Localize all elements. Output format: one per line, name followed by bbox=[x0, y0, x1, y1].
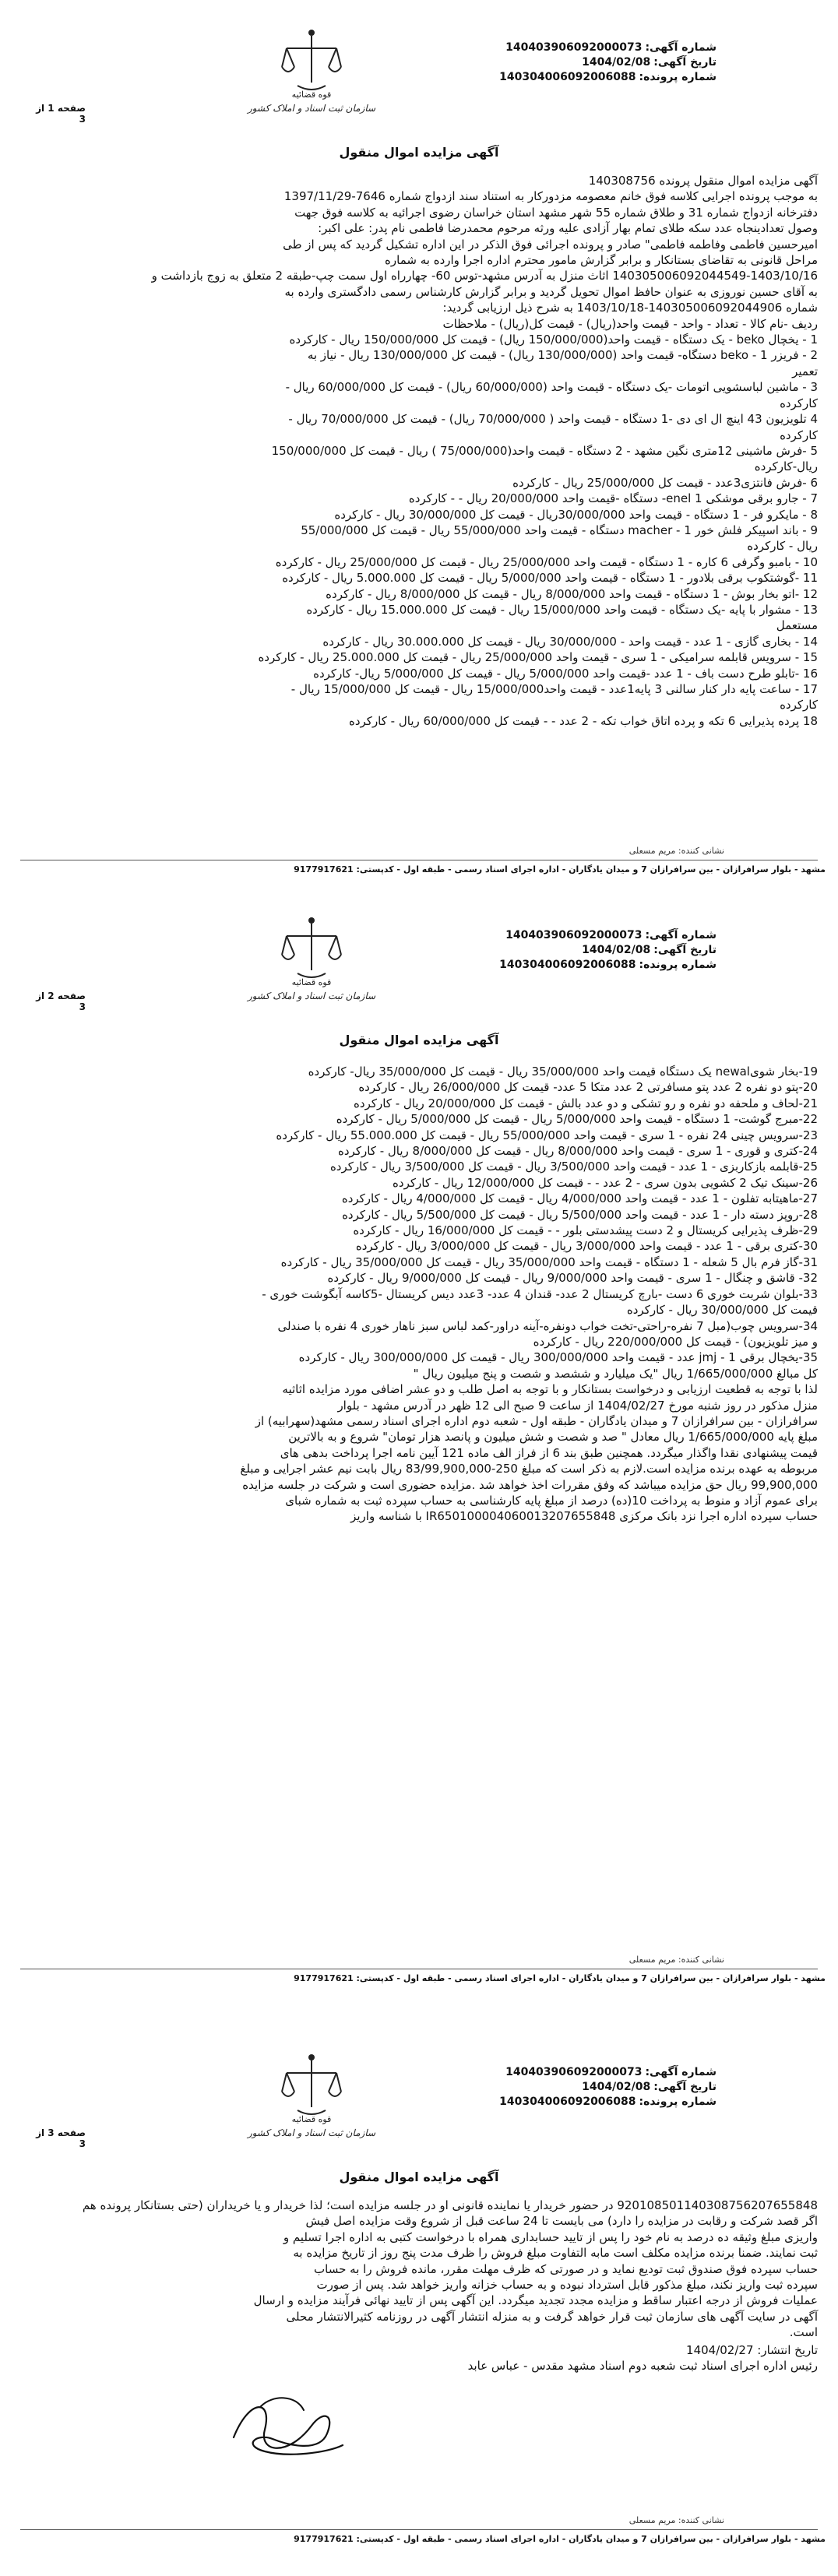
text-line: 33-بلوان شربت خوری 6 دست -بارچ کریستال 2 عدد- قندان 4 عدد- 3عدد دیس کریستال -5کاسه آبگوشت خوری - bbox=[262, 1286, 818, 1301]
notice-date-label: تاریخ آگهی: bbox=[653, 56, 717, 69]
footer-address: مشهد - بلوار سرافرازان - بین سرافرازان 7 و میدان یادگاران - اداره اجرای اسناد رسمی - طبقه اول - کدپستی: 9177917621 bbox=[294, 864, 826, 875]
signatory-line: رئیس اداره اجرای اسناد ثبت شعبه دوم اسناد مشهد مقدس - عباس عابد bbox=[467, 2359, 818, 2374]
notice-body bbox=[20, 173, 818, 729]
document-page-3 bbox=[0, 2025, 838, 2576]
page-title: آگهی مزایده اموال منقول bbox=[339, 2170, 499, 2184]
text-line: 28-روپز دسته دار - 1 عدد - قیمت واحد 5/500/000 ریال - قیمت کل 5/500/000 ریال - کارکرده bbox=[342, 1207, 818, 1222]
page-header bbox=[0, 896, 838, 1012]
text-line: 30-کتری برقی - 1 عدد - قیمت واحد 3/000/000 ریال - قیمت کل 3/000/000 ریال - کارکرده bbox=[355, 1239, 818, 1254]
text-line: 29-ظرف پذیرایی کریستال و 2 دست پیشدستی بلور - - قیمت کل 16/000/000 ریال - کارکرده bbox=[353, 1223, 818, 1238]
text-line: به موجب پرونده اجرایی کلاسه فوق خانم معصومه مزدورکار به استناد سند ازدواج شماره 7646-1397/11/29 bbox=[283, 189, 818, 204]
notice-meta bbox=[405, 40, 717, 85]
text-line: 22-مبرج گوشت- 1 دستگاه - قیمت واحد 5/000/000 ریال - قیمت کل 5/000/000 ریال - کارکرده bbox=[336, 1112, 818, 1127]
text-line: 99,900,000 ریال حق مزایده میباشد که وفق مقررات اخذ خواهد شد .مزایده حضوری است و شرکت در جلسه مزایده bbox=[242, 1477, 818, 1492]
text-line: 2 - فریزر 1 - beko دستگاه- قیمت واحد (130/000/000 ریال) - قیمت کل 130/000/000 ریال - نیاز به bbox=[307, 348, 818, 363]
notice-number-label: شماره آگهی: bbox=[645, 2066, 717, 2078]
text-line: 5 -فرش ماشینی 12متری نگین مشهد - 2 دستگاه - قیمت واحد(75/000/000 ) ریال - قیمت کل 150/000/000 bbox=[271, 443, 818, 458]
text-line: کارکرده bbox=[780, 396, 818, 410]
org-subtitle: سازمان ثبت اسناد و املاک کشور bbox=[247, 991, 376, 1001]
text-line: 25-قابلمه بازکاربزی - 1 عدد - قیمت واحد 3/500/000 ریال - قیمت کل 3/500/000 ریال - کارکرده bbox=[329, 1160, 818, 1174]
text-line: عملیات فروش از درجه اعتبار ساقط و مزایده مجدد تجدید میگردد. این آگهی پس از تایید نهائی فرآیند مزایده و ارسال bbox=[253, 2293, 818, 2308]
text-line: ردیف -نام کالا - تعداد - واحد - قیمت واحد(ریال) - قیمت کل(ریال) - ملاحظات bbox=[442, 316, 818, 331]
text-line: اگر قصد شرکت و رقابت در مزایده را دارد) می بایست تا 24 ساعت قبل از شروع وقت مزایده اصل فیش bbox=[305, 2214, 818, 2229]
text-line: قیمت پیشنهادی نقدا واگذار میگردد. همچنین طبق بند 6 از فراز الف ماده 121 آیین نامه اجرا پرداخت بدهی های bbox=[280, 1445, 818, 1460]
text-line: کل مبالغ 1/665/000/000 ریال "یک میلیارد و ششصد و شصت و پنج میلیون ریال " bbox=[413, 1366, 818, 1381]
org-subtitle: سازمان ثبت اسناد و املاک کشور bbox=[247, 103, 376, 114]
text-line: 8 - مایکرو فر - 1 دستگاه - قیمت واحد 30/000/000ریال - قیمت کل 30/000/000 ریال - کارکرده bbox=[334, 507, 818, 522]
text-line: 26-سینک تیک 2 کشویی بدون سری - 2 عدد - - قیمت کل 12/000/000 ریال - کارکرده bbox=[393, 1175, 818, 1190]
text-line: 34-سرویس چوب(مبل 7 نفره-راحتی-تخت خواب دونفره-آینه دراور-کمد لباس سبز ناهار خوری 4 نفره با صندلی bbox=[277, 1318, 818, 1333]
notice-number-label: شماره آگهی: bbox=[645, 41, 717, 54]
text-line: مربوطه به عهده برنده مزایده است.لازم به ذکر است که مبلغ 250-83/99,900,000 ریال بابت نیم عشر اجرایی و مبلغ bbox=[240, 1462, 818, 1476]
text-line: 9 - باند اسپیکر فلش خور 1 - macher دستگاه - قیمت واحد 55/000/000 ریال - قیمت کل 55/000/000 bbox=[301, 523, 818, 537]
file-number: 140304006092006088 bbox=[499, 71, 636, 83]
notice-date: 1404/02/08 bbox=[582, 944, 651, 956]
text-line: 31-گاز فرم بال 5 شعله - 1 دستگاه - قیمت واحد 35/000/000 ریال - قیمت کل 35/000/000 ریال - کارکرده bbox=[280, 1255, 818, 1269]
text-line: آگهی در سایت آگهی های سازمان ثبت قرار خواهد گرفت و به منزله انتشار آگهی در روزنامه کثیرالانتشار محلی bbox=[286, 2309, 818, 2324]
judiciary-emblem-icon bbox=[265, 910, 358, 1003]
text-line: 13 - مشوار با پایه -یک دستگاه - قیمت واحد 15/000/000 ریال - قیمت کل 15.000.000 ریال - کارکرده bbox=[306, 602, 818, 617]
file-number: 140304006092006088 bbox=[499, 959, 636, 971]
text-line: سپرده ثبت واریز نکند، مبلغ مذکور قابل استرداد نبوده و به حساب خزانه واریز خواهد شد. پس از صورت bbox=[316, 2278, 818, 2293]
notice-number-label: شماره آگهی: bbox=[645, 929, 717, 941]
text-line: 3 - ماشین لباسشویی اتومات -یک دستگاه - قیمت واحد (60/000/000 ریال) - قیمت کل 60/000/000 ریال - bbox=[285, 380, 818, 395]
text-line: 27-ماهیتابه تفلون - 1 عدد - قیمت واحد 4/000/000 ریال - قیمت کل 4/000/000 ریال - کارکرده bbox=[341, 1191, 818, 1206]
notice-date-label: تاریخ آگهی: bbox=[653, 944, 717, 956]
notice-number: 140403906092000073 bbox=[505, 929, 643, 941]
page-title: آگهی مزایده اموال منقول bbox=[339, 145, 499, 160]
text-line: 12 -اتو بخار بوش - 1 دستگاه - قیمت واحد 8/000/000 ریال - قیمت کل 8/000/000 ریال - کارکرده bbox=[326, 586, 818, 601]
text-line: به آقای حسین نوروزی به عنوان حافظ اموال تحویل گردید و برابر گزارش کارشناس رسمی دادگستری وارده به bbox=[284, 284, 818, 299]
text-line: حساب سپرده اداره اجرا نزد بانک مرکزی IR650100004060013207655848 با شناسه واریز bbox=[350, 1509, 818, 1524]
text-line: برای عموم آزاد و منوط به پرداخت 10(ده) درصد از مبلغ پایه کارشناسی به حساب سپرده ثبت به شماره شبای bbox=[285, 1493, 818, 1508]
page-header bbox=[0, 2032, 838, 2149]
text-line: ریال - کارکرده bbox=[747, 539, 818, 554]
judiciary-emblem-icon bbox=[265, 22, 358, 115]
text-line: 6 -فرش فانتزی3عدد - قیمت کل 25/000/000 ریال - کارکرده bbox=[512, 475, 818, 490]
text-line: سرافرازان - بین سرافرازان 7 و میدان یادگاران - طبقه اول - شعبه دوم اداره اجرای اسناد رسمی مشهد(سهرابیه) از bbox=[255, 1413, 818, 1428]
signature-icon bbox=[218, 2383, 350, 2469]
text-line: ثبت نمایند. ضمنا برنده مزایده مکلف است مابه التفاوت مبلغ فروش را ظرف مدت پنج روز از تاریخ مزایده به bbox=[293, 2246, 818, 2261]
text-line: 7 - جارو برقی موشکی 1 enel- دستگاه -قیمت واحد 20/000/000 ریال - - کارکرده bbox=[408, 491, 818, 506]
text-line: لذا با توجه به قطعیت ارزیابی و درخواست بستانکار و با توجه به اصل طلب و دو عشر اضافی مورد مزایده اثاثیه bbox=[282, 1382, 818, 1397]
text-line: 21-لحاف و ملحفه دو نفره و رو تشکی و دو عدد بالش - قیمت کل 20/000/000 ریال - کارکرده bbox=[354, 1096, 818, 1110]
notice-meta bbox=[405, 2065, 717, 2110]
text-line: مراحل قانونی به تقاضای بستانکار و برابر گزارش مامور محترم اداره اجرا وارده به شماره bbox=[385, 253, 818, 268]
footer-divider bbox=[20, 2529, 818, 2530]
footer-label: نشانی کننده: مریم مسعلی bbox=[628, 2515, 724, 2525]
footer-address: مشهد - بلوار سرافرازان - بین سرافرازان 7 و میدان یادگاران - اداره اجرای اسناد رسمی - طبقه اول - کدپستی: 9177917621 bbox=[294, 2534, 826, 2544]
text-line: 19-بخار شویnewal یک دستگاه قیمت واحد 35/000/000 ریال - قیمت کل 35/000/000 ریال- کارکرده bbox=[308, 1065, 818, 1079]
footer-label: نشانی کننده: مریم مسعلی bbox=[628, 1955, 724, 1965]
org-name: قوه قضائیه bbox=[291, 90, 332, 100]
text-line: 16 -تابلو طرح دست باف - 1 عدد -قیمت واحد 5/000/000 ریال - قیمت کل 5/000/000 ریال- کارکرده bbox=[313, 666, 818, 681]
text-line: 920108501140308756207655848 در حضور خریدار یا نماینده قانونی او در جلسه مزایده است؛ لذا خریدار و یا خریداران (حتی بستانکار پرونده هم bbox=[82, 2198, 818, 2212]
text-line: است. bbox=[789, 2325, 818, 2340]
text-line: قیمت کل 30/000/000 ریال - کارکرده bbox=[626, 1303, 818, 1318]
file-number-label: شماره پرونده: bbox=[639, 959, 717, 971]
org-name: قوه قضائیه bbox=[291, 977, 332, 987]
text-line: وصول تعدادینجاه عدد سکه طلای تمام بهار آزادی علیه ورثه مرحوم محمدرضا فاطمی نام پدر: علی اکبر: bbox=[318, 221, 818, 236]
text-line: 10 - بامبو وگرفی 6 کاره - 1 دستگاه - قیمت واحد 25/000/000 ریال - قیمت کل 25/000/000 ریال - کارکرده bbox=[275, 554, 818, 569]
file-number-label: شماره پرونده: bbox=[639, 71, 717, 83]
text-line: واریزی مبلغ وثیقه ده درصد به نام خود را پس از تایید حسابداری همراه با درخواست کتبی به اداره اجرا تسلیم و bbox=[283, 2229, 818, 2244]
document-page-1 bbox=[0, 0, 838, 888]
judiciary-emblem-icon bbox=[265, 2046, 358, 2140]
page-number: صفحه 3 از 3 bbox=[36, 2127, 86, 2149]
notice-body bbox=[20, 1064, 818, 1525]
text-line: 23-سرویس چینی 24 نفره - 1 سری - قیمت واحد 55/000/000 ریال - قیمت کل 55.000.000 ریال - کارکرده bbox=[276, 1128, 818, 1142]
text-line: حساب سپرده فوق صندوق ثبت تودیع نماید و در صورتی که ظرف مهلت مقرر، مانده فروش را به حساب bbox=[314, 2261, 818, 2276]
text-line: منزل مذکور در روز شنبه مورخ 1404/02/27 از ساعت 9 صبح الی 12 ظهر در آدرس مشهد - بلوار bbox=[337, 1398, 818, 1413]
notice-date-label: تاریخ آگهی: bbox=[653, 2081, 717, 2093]
text-line: شماره 140305006092044906-1403/10/18 به شرح ذیل ارزیابی گردید: bbox=[442, 301, 818, 315]
notice-date: 1404/02/08 bbox=[582, 2081, 651, 2093]
text-line: تعمیر bbox=[792, 364, 818, 378]
org-name: قوه قضائیه bbox=[291, 2114, 332, 2124]
text-line: 32- قاشق و چنگال - 1 سری - قیمت واحد 9/000/000 ریال - قیمت کل 9/000/000 ریال - کارکرده bbox=[327, 1271, 818, 1286]
file-number-label: شماره پرونده: bbox=[639, 2096, 717, 2108]
page-title: آگهی مزایده اموال منقول bbox=[339, 1033, 499, 1047]
text-line: 24-کتری و قوری - 1 سری - قیمت واحد 8/000/000 ریال - قیمت کل 8/000/000 ریال - کارکرده bbox=[338, 1144, 818, 1159]
text-line: 140305006092044549-1403/10/16 اثاث منزل به آدرس مشهد-توس 60- چهارراه اول سمت چپ-طبقه 2 متعلق به زوج بازداشت و bbox=[151, 269, 818, 283]
footer-label: نشانی کننده: مریم مسعلی bbox=[628, 846, 724, 856]
notice-body bbox=[20, 2198, 818, 2374]
text-line: 1 - یخچال beko - یک دستگاه - قیمت واحد(150/000/000 ریال) - قیمت کل 150/000/000 ریال - کارکرده bbox=[289, 333, 818, 347]
text-line: ریال-کارکرده bbox=[754, 459, 818, 474]
text-line: 11 -گوشتکوب برقی بلادور - 1 دستگاه - قیمت واحد 5/000/000 ریال - قیمت کل 5.000.000 ریال - کارکرده bbox=[282, 571, 818, 586]
text-line: 18 پرده پذیرایی 6 تکه و پرده اتاق خواب تکه - 2 عدد - - قیمت کل 60/000/000 ریال - کارکرده bbox=[348, 713, 818, 728]
document-page-2 bbox=[0, 888, 838, 1983]
text-line: مبلغ پایه 1/665/000/000 ریال معادل " صد و شصت و شش میلیون و پانصد هزار تومان" شروع و به بالاترین bbox=[288, 1430, 818, 1445]
publish-date: تاریخ انتشار: 1404/02/27 bbox=[686, 2342, 818, 2357]
notice-meta bbox=[405, 928, 717, 973]
text-line: 20-پتو دو نفره 2 عدد پتو مسافرتی 2 عدد متکا 5 عدد- قیمت کل 26/000/000 ریال - کارکرده bbox=[358, 1080, 818, 1095]
text-line: 4 تلویزیون 43 اینچ ال ای دی -1 دستگاه - قیمت واحد ( 70/000/000 ریال) - قیمت کل 70/000/000 ریال - bbox=[288, 412, 818, 427]
notice-number: 140403906092000073 bbox=[505, 2066, 643, 2078]
notice-number: 140403906092000073 bbox=[505, 41, 643, 54]
text-line: 14 - بخاری گازی - 1 عدد - قیمت واحد - 30/000/000 ریال - قیمت کل 30.000.000 ریال - کارکرده bbox=[322, 634, 818, 649]
file-number: 140304006092006088 bbox=[499, 2096, 636, 2108]
text-line: مستعمل bbox=[776, 618, 818, 633]
footer-address: مشهد - بلوار سرافرازان - بین سرافرازان 7 و میدان یادگاران - اداره اجرای اسناد رسمی - طبقه اول - کدپستی: 9177917621 bbox=[294, 1973, 826, 1983]
page-number: صفحه 2 از 3 bbox=[36, 991, 86, 1012]
text-line: دفترخانه ازدواج شماره 31 و طلاق شماره 55 شهر مشهد استان خراسان رضوی اجرائیه به کلاسه فوق جهت bbox=[294, 205, 818, 220]
text-line: کارکرده bbox=[780, 428, 818, 442]
page-number: صفحه 1 از 3 bbox=[36, 103, 86, 125]
text-line: امیرحسین فاطمی وفاطمه فاطمی" صادر و پرونده اجرائی فوق الذکر در این اداره تشکیل گردید که پس از طی bbox=[283, 237, 818, 252]
text-line: و میز تلویزیون) - قیمت کل 220/000/000 ریال - کارکرده bbox=[533, 1334, 818, 1349]
page-header bbox=[0, 8, 838, 125]
text-line: آگهی مزایده اموال منقول پرونده 140308756 bbox=[588, 174, 818, 188]
org-subtitle: سازمان ثبت اسناد و املاک کشور bbox=[247, 2127, 376, 2138]
text-line: کارکرده bbox=[780, 698, 818, 713]
text-line: 15 - سرویس قابلمه سرامیکی - 1 سری - قیمت واحد 25/000/000 ریال - قیمت کل 25.000.000 ریال - کارکرده bbox=[258, 650, 818, 665]
notice-date: 1404/02/08 bbox=[582, 56, 651, 69]
text-line: 35-یخچال برقی jmj - 1 عدد - قیمت واحد 300/000/000 ریال - قیمت کل 300/000/000 ریال - کارکرده bbox=[298, 1350, 818, 1365]
text-line: 17 - ساعت پایه دار کنار سالنی 3 پایه1عدد - قیمت واحد15/000/000 ریال - قیمت کل 15/000/000 ریال - bbox=[290, 682, 818, 696]
